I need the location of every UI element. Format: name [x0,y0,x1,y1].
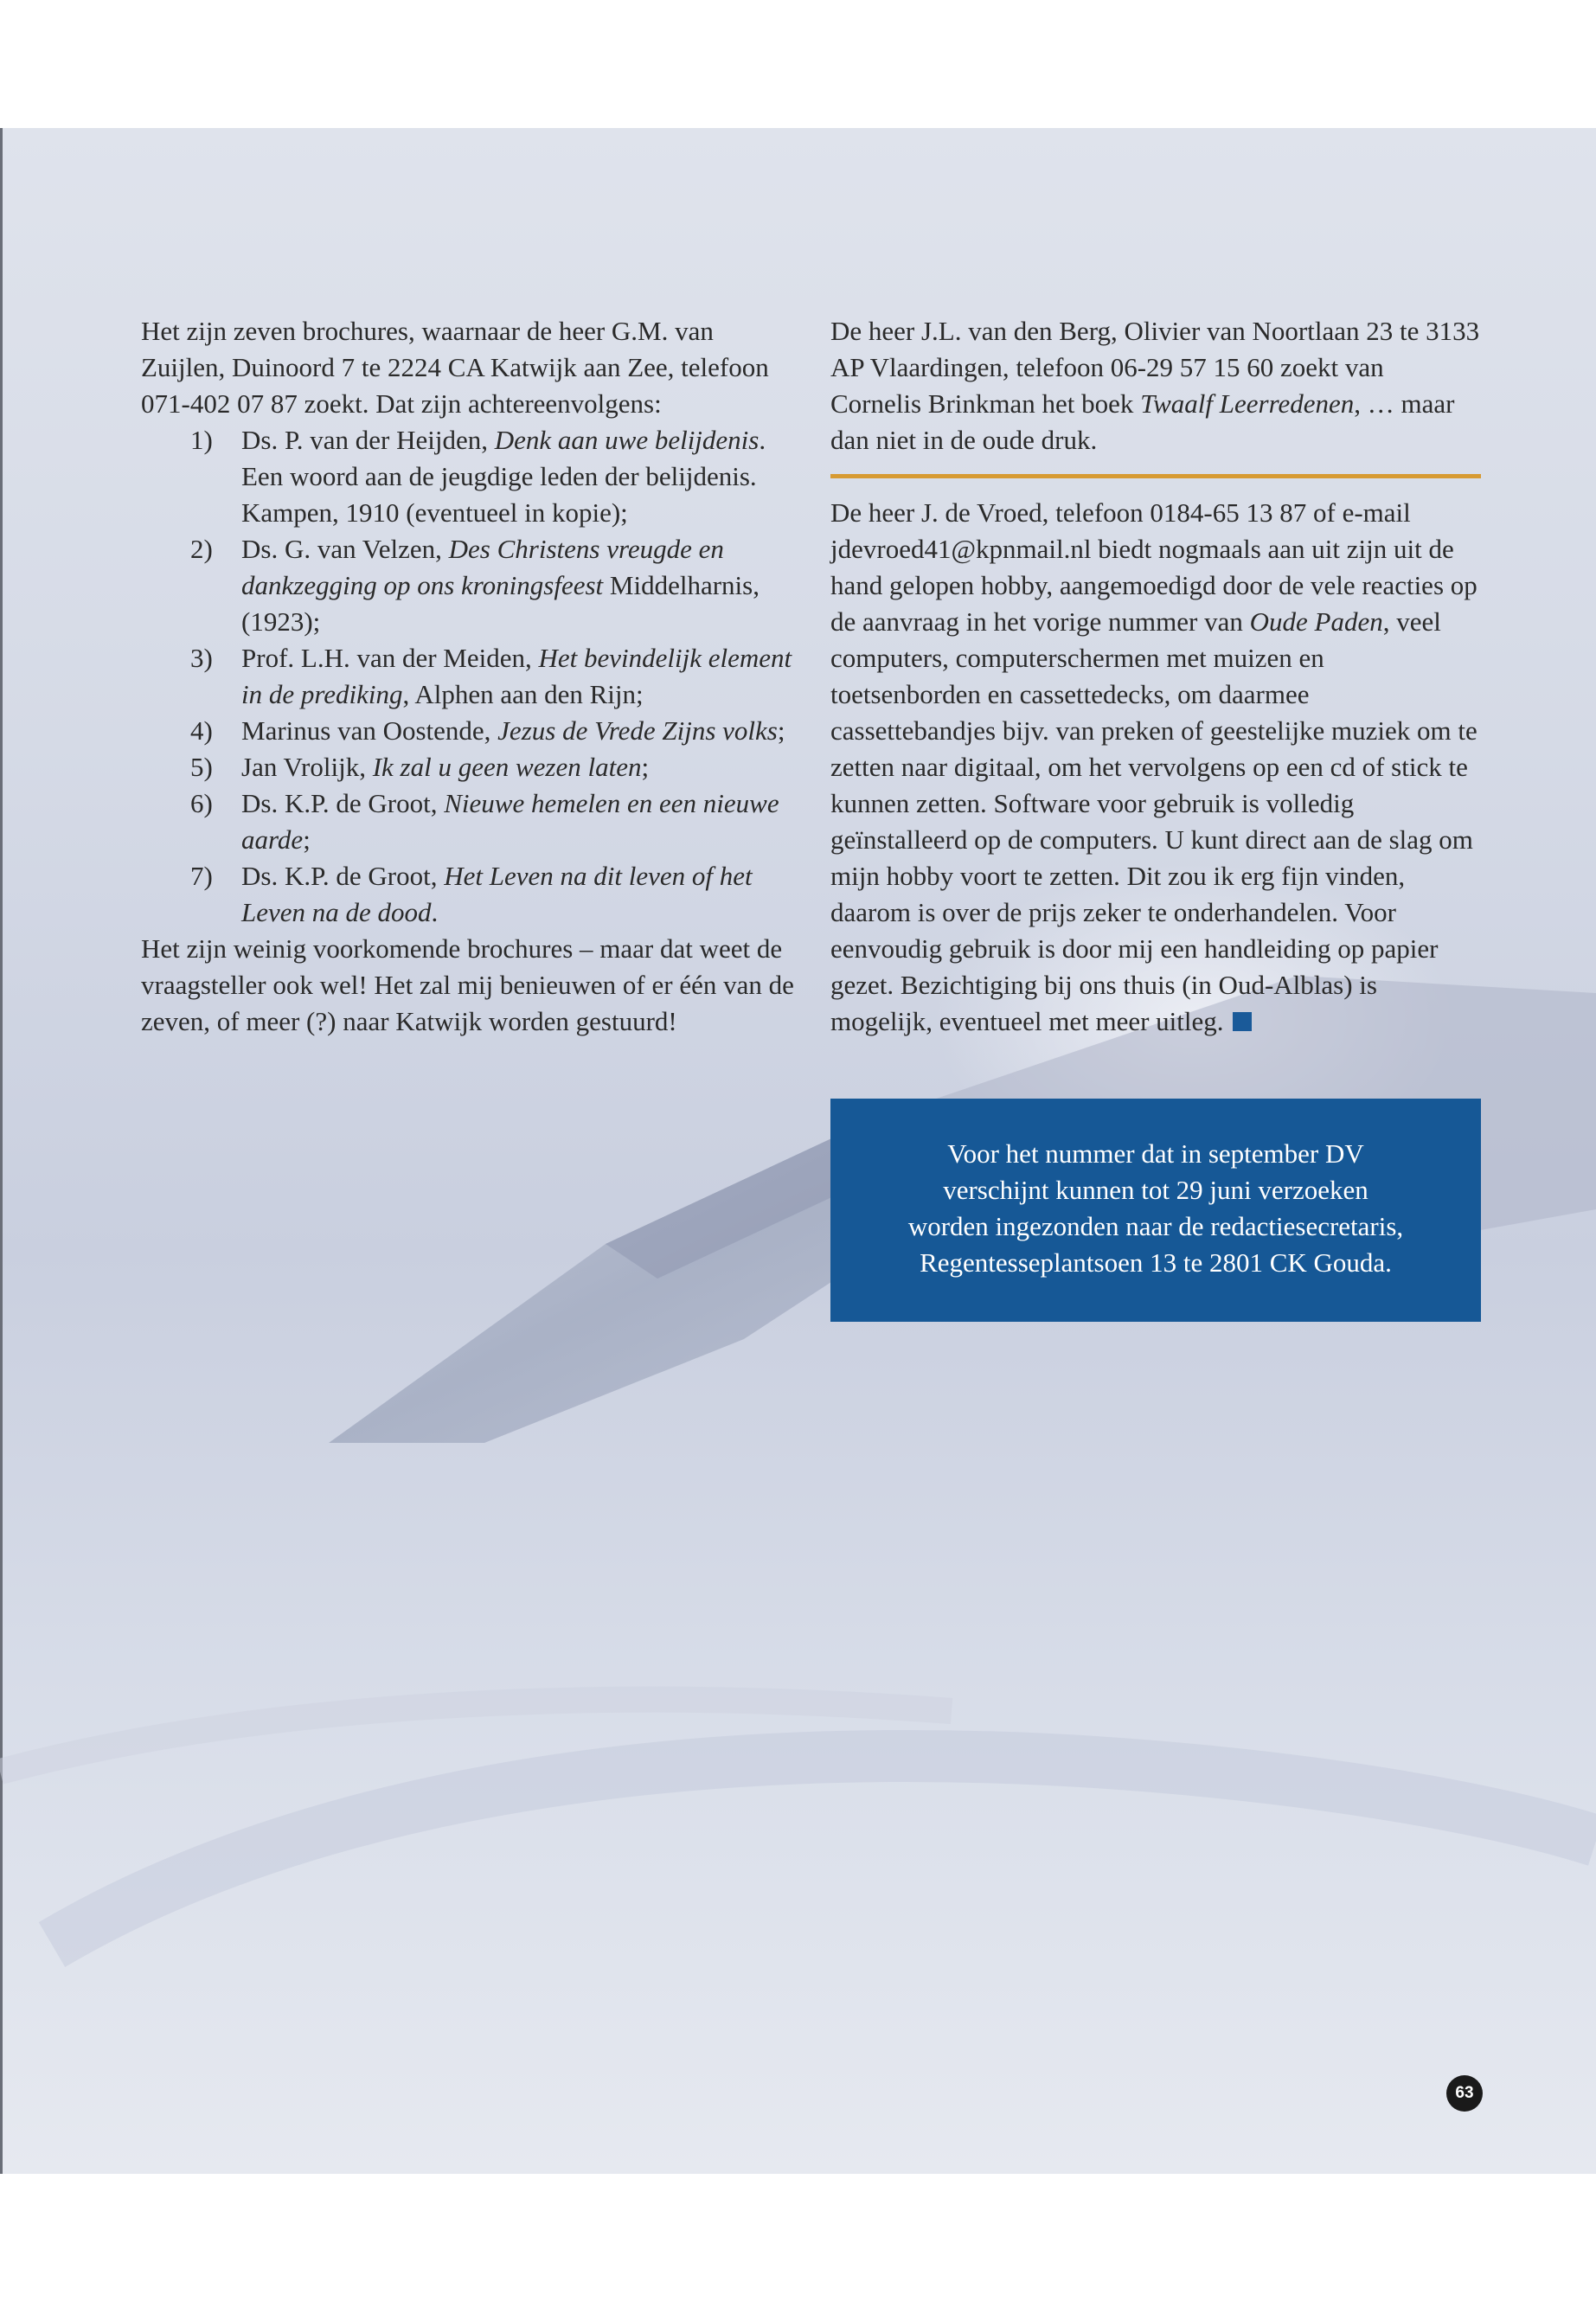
notice-line: worden ingezonden naar de redactiesecretaris, [907,1211,1404,1241]
brochure-list [141,422,797,931]
hobby-offer: De heer J. de Vroed, telefoon 0184-65 13 87 of e-mail jdevroed41@kpnmail.nl biedt nogmaals aan uit zijn uit de hand gelopen hobby, aangemoedigd door de vele reacties op de aanvraag in het vorige nummer van Oude Paden, veel computers, computerschermen met muizen en toetsenborden en cassettedecks, om daarmee cassettebandjes bijv. van preken of geestelijke muziek om te zetten naar digitaal, om het vervolgens op een cd of stick te kunnen zetten. Software voor gebruik is volledig geïnstalleerd op de computers. U kunt direct aan de slag om mijn hobby voort te zetten. Dit zou ik erg fijn vinden, daarom is over de prijs zeker te onderhandelen. Voor eenvoudig gebruik is door mij een handleiding op papier gezet. Bezichtiging bij ons thuis (in Oud-Alblas) is mogelijk, eventueel met meer uitleg. [830,497,1477,1036]
notice-line: Regentesseplantsoen 13 te 2801 CK Gouda. [920,1247,1392,1278]
left-column [141,313,797,1040]
notice-line: Voor het nummer dat in september DV [947,1138,1364,1169]
list-item: 5) Jan Vrolijk, Ik zal u geen wezen laten; [190,752,650,782]
page-number: 63 [1446,2075,1483,2112]
right-column [830,313,1481,1040]
brochures-closing: Het zijn weinig voorkomende brochures – maar dat weet de vraagsteller ook wel! Het zal mij benieuwen of er één van de zeven, of meer (?) naar Katwijk worden gestuurd! [141,933,794,1036]
list-item: 1) Ds. P. van der Heijden, Denk aan uwe belijdenis. Een woord aan de jeugdige leden der belijdenis. Kampen, 1910 (eventueel in kopie); [190,425,766,528]
submission-notice-box [830,1099,1481,1322]
brochures-intro: Het zijn zeven brochures, waarnaar de heer G.M. van Zuijlen, Duinoord 7 te 2224 CA Katwijk aan Zee, telefoon 071-402 07 87 zoekt. Dat zijn achtereenvolgens: [141,316,769,419]
end-square-icon [1233,1012,1252,1031]
list-item: 7) Ds. K.P. de Groot, Het Leven na dit leven of het Leven na de dood. [190,861,753,927]
list-item: 6) Ds. K.P. de Groot, Nieuwe hemelen en een nieuwe aarde; [190,788,779,855]
list-item: 4) Marinus van Oostende, Jezus de Vrede Zijns volks; [190,715,785,746]
list-item: 3) Prof. L.H. van der Meiden, Het bevindelijk element in de prediking, Alphen aan den Rijn; [190,643,792,709]
book-request: De heer J.L. van den Berg, Olivier van Noortlaan 23 te 3133 AP Vlaardingen, telefoon 06-29 57 15 60 zoekt van Cornelis Brinkman het boek Twaalf Leerredenen, … maar dan niet in de oude druk. [830,316,1480,455]
notice-line: verschijnt kunnen tot 29 juni verzoeken [943,1175,1368,1205]
orange-divider [830,474,1481,478]
list-item: 2) Ds. G. van Velzen, Des Christens vreugde en dankzegging op ons kroningsfeest Middelharnis, (1923); [190,534,760,637]
